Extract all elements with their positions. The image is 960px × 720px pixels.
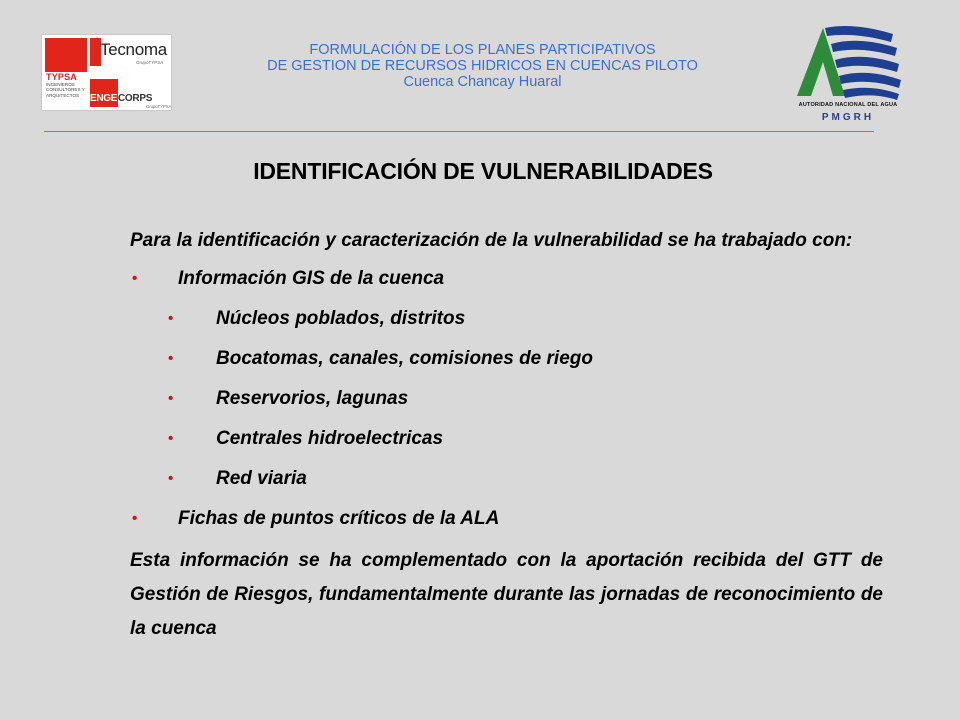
corps-logo-text: CORPS <box>118 93 153 104</box>
slide-title: IDENTIFICACIÓN DE VULNERABILIDADES <box>253 158 713 184</box>
header-title <box>200 42 765 90</box>
slide-body <box>130 225 883 646</box>
list-item <box>130 259 883 299</box>
list-item-text: Núcleos poblados, distritos <box>216 308 466 329</box>
list-item-text: Red viaria <box>216 468 307 489</box>
typsa-logo-subtitle: INGENIEROS CONSULTORES Y ARQUITECTOS <box>46 82 85 98</box>
bullet-icon: • <box>132 510 138 527</box>
intro-paragraph: Para la identificación y caracterización de la vulnerabilidad se ha trabajado con: <box>130 230 853 251</box>
bullet-icon: • <box>168 350 174 367</box>
list-item <box>130 419 883 459</box>
ana-emblem-icon <box>793 22 903 102</box>
list-item <box>130 459 883 499</box>
bullet-icon: • <box>168 430 174 447</box>
header-title-line-2: DE GESTION DE RECURSOS HIDRICOS EN CUENCAS PILOTO <box>267 58 698 74</box>
list-item-text: Fichas de puntos críticos de la ALA <box>178 508 500 529</box>
typsa-logo-text: TYPSA <box>46 72 78 82</box>
bullet-icon: • <box>168 390 174 407</box>
tecnoma-logo-text: Tecnoma <box>100 40 167 59</box>
list-item-text: Reservorios, lagunas <box>216 388 409 409</box>
list-item-text: Bocatomas, canales, comisiones de riego <box>216 348 593 369</box>
list-item <box>130 499 883 539</box>
bullet-icon: • <box>168 310 174 327</box>
ana-agency-name: AUTORIDAD NACIONAL DEL AGUA <box>798 102 898 108</box>
closing-paragraph: Esta información se ha complementado con la aportación recibida del GTT de Gestión de Riesgos, fundamentalmente durante las jornadas de reconocimiento de la cuenca <box>130 550 883 639</box>
pmgrh-acronym: PMGRH <box>821 112 875 123</box>
header-title-line-1: FORMULACIÓN DE LOS PLANES PARTICIPATIVOS <box>309 42 656 58</box>
ana-pmgrh-logo <box>793 22 903 130</box>
typsa-red-block <box>45 38 87 72</box>
typsa-tecnoma-engecorps-logo <box>41 34 172 111</box>
header-divider <box>44 131 874 132</box>
tecnoma-logo-subtitle: GrupoTYPSA <box>136 60 164 65</box>
list-item-text: Información GIS de la cuenca <box>178 268 445 289</box>
list-item <box>130 379 883 419</box>
header-title-line-3: Cuenca Chancay Huaral <box>403 74 562 90</box>
list-item <box>130 339 883 379</box>
bullet-icon: • <box>132 270 138 287</box>
enge-logo-text: ENGE <box>90 93 118 104</box>
list-item-text: Centrales hidroelectricas <box>216 428 444 449</box>
engecorps-logo-subtitle: GrupoTYPSA <box>146 104 172 109</box>
list-item <box>130 299 883 339</box>
bullet-icon: • <box>168 470 174 487</box>
